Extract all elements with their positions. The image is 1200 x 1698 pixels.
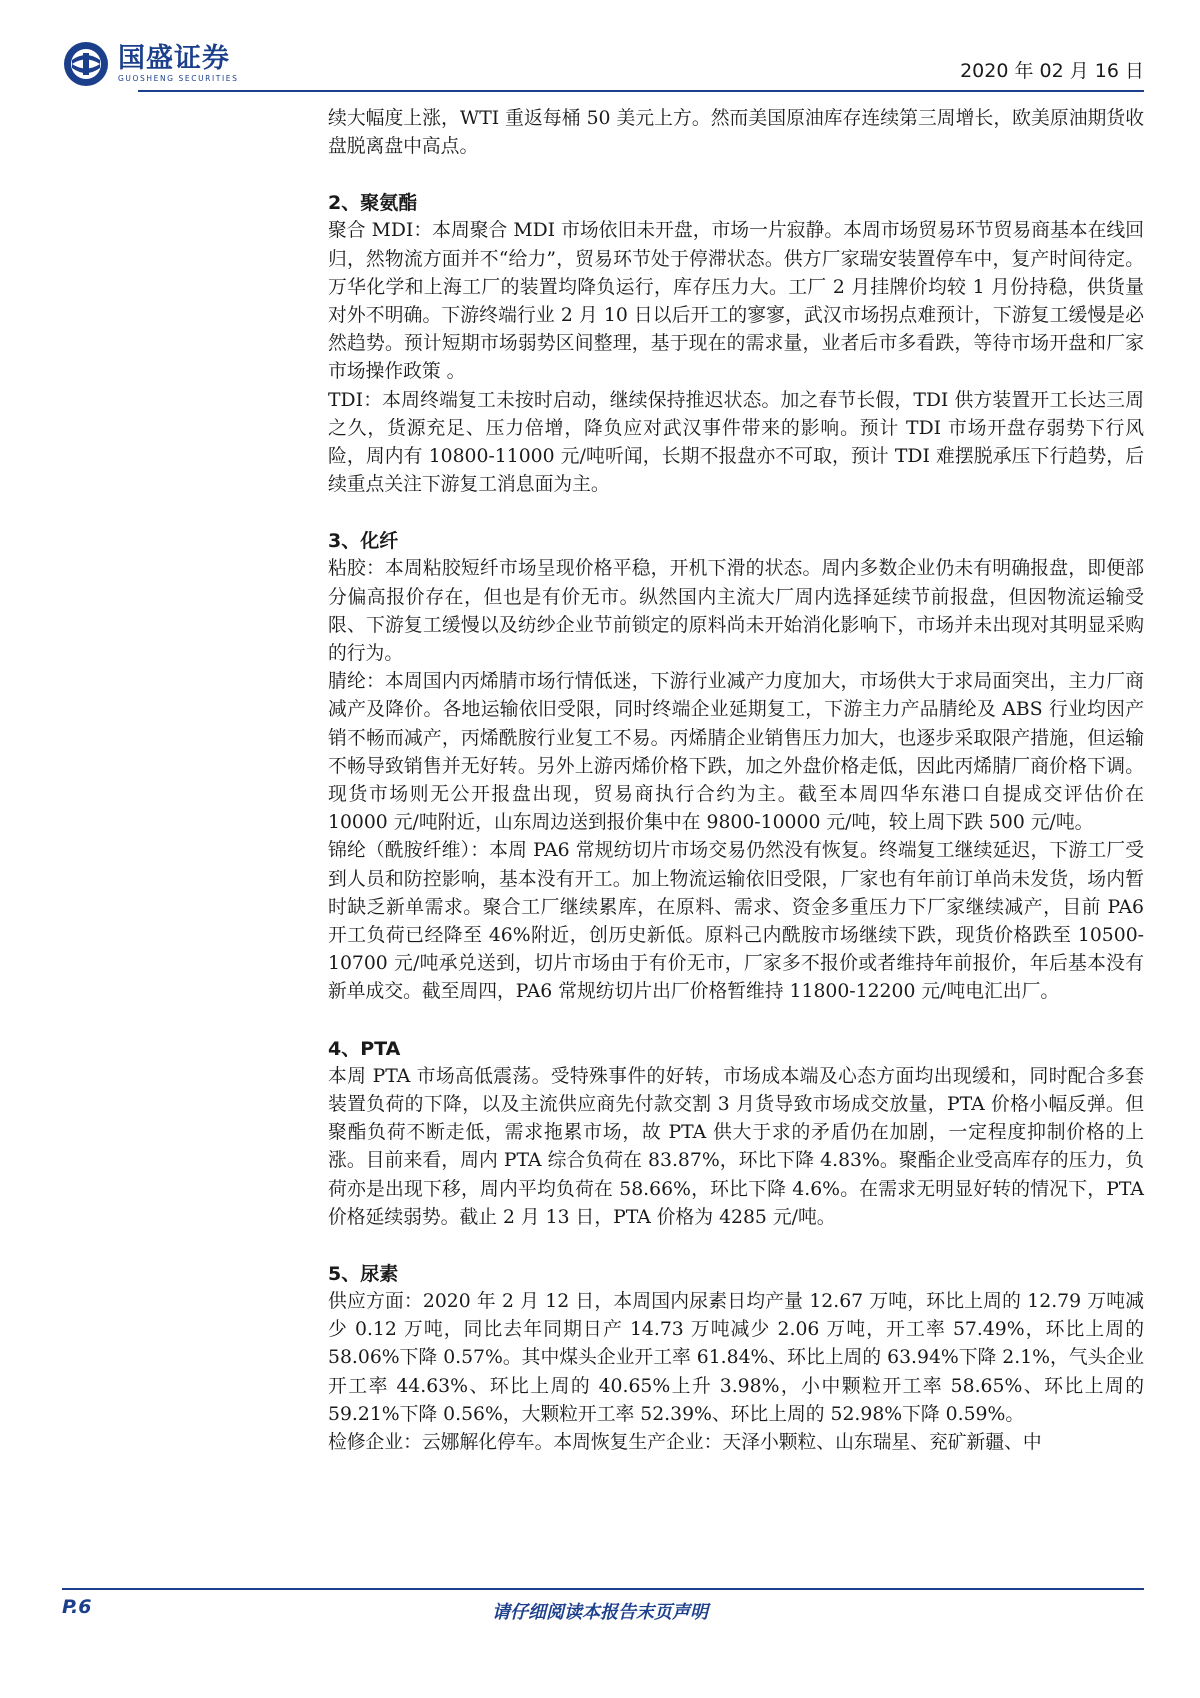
brand-logo xyxy=(62,36,239,92)
brand-name-cn: 国盛证券 xyxy=(118,43,230,74)
report-date: 2020 年 02 月 16 日 xyxy=(960,60,1144,82)
page-header xyxy=(62,36,1144,92)
guosheng-logo-icon xyxy=(62,40,110,88)
section-pta xyxy=(328,1035,1144,1232)
paragraph-urea-maintenance: 检修企业：云娜解化停车。本周恢复生产企业：天泽小颗粒、山东瑞星、兖矿新疆、中 xyxy=(328,1431,1042,1453)
paragraph-mdi: 聚合 MDI：本周聚合 MDI 市场依旧未开盘，市场一片寂静。本周市场贸易环节贸易商基本在线回归，然物流方面并不“给力”，贸易环节处于停滞状态。供方厂家瑞安装置停车中，复产时间待定。万华化学和上海工厂的装置均降负运行，库存压力大。工厂 2 月挂牌价均较 1 月份持稳，供货量对外不明确。下游终端行业 2 月 10 日以后开工的寥寥，武汉市场拐点难预计，下游复工缓慢是必然趋势。预计短期市场弱势区间整理，基于现在的需求量，业者后市多看跌，等待市场开盘和厂家市场操作政策 。 xyxy=(328,220,1144,383)
section-polyurethane xyxy=(328,189,1144,499)
section-urea xyxy=(328,1260,1144,1457)
section-title: 2、聚氨酯 xyxy=(328,192,418,215)
paragraph-urea-supply: 供应方面：2020 年 2 月 12 日，本周国内尿素日均产量 12.67 万吨，环比上周的 12.79 万吨减少 0.12 万吨，同比去年同期日产 14.73 万吨减少 2.06 万吨，开工率 57.49%，环比上周的 58.06%下降 0.57%。其中煤头企业开工率 61.84%、环比上周的 63.94%下降 2.1%，气头企业开工率 44.63%、环比上周的 40.65%上升 3.98%，小中颗粒开工率 58.65%、环比上周的 59.21%下降 0.56%，大颗粒开工率 52.39%、环比上周的 52.98%下降 0.59%。 xyxy=(328,1290,1144,1425)
brand-name-en: GUOSHENG SECURITIES xyxy=(118,74,239,83)
paragraph-tdi: TDI：本周终端复工未按时启动，继续保持推迟状态。加之春节长假，TDI 供方装置开工长达三周之久，货源充足、压力倍增，降负应对武汉事件带来的影响。预计 TDI 市场开盘存弱势下行风险，周内有 10800-11000 元/吨听闻，长期不报盘亦不可取，预计 TDI 难摆脱承压下行趋势，后续重点关注下游复工消息面为主。 xyxy=(328,389,1144,496)
report-body xyxy=(328,105,1144,1457)
paragraph-nylon: 锦纶（酰胺纤维）：本周 PA6 常规纺切片市场交易仍然没有恢复。终端复工继续延迟，下游工厂受到人员和防控影响，基本没有开工。加上物流运输依旧受限，厂家也有年前订单尚未发货，场内暂时缺乏新单需求。聚合工厂继续累库，在原料、需求、资金多重压力下厂家继续减产，目前 PA6 开工负荷已经降至 46%附近，创历史新低。原料己内酰胺市场继续下跌，现货价格跌至 10500-10700 元/吨承兑送到，切片市场由于有价无市，厂家多不报价或者维持年前报价，年后基本没有新单成交。截至周四，PA6 常规纺切片出厂价格暂维持 11800-12200 元/吨电汇出厂。 xyxy=(328,840,1144,1003)
intro-paragraph: 续大幅度上涨，WTI 重返每桶 50 美元上方。然而美国原油库存连续第三周增长，欧美原油期货收盘脱离盘中高点。 xyxy=(328,108,1144,158)
paragraph-pta: 本周 PTA 市场高低震荡。受特殊事件的好转，市场成本端及心态方面均出现缓和，同时配合多套装置负荷的下降，以及主流供应商先付款交割 3 月货导致市场成交放量，PTA 价格小幅反弹。但聚酯负荷不断走低，需求拖累市场，故 PTA 供大于求的矛盾仍在加剧，一定程度抑制价格的上涨。目前来看，周内 PTA 综合负荷在 83.87%，环比下降 4.83%。聚酯企业受高库存的压力，负荷亦是出现下移，周内平均负荷在 58.66%，环比下降 4.6%。在需求无明显好转的情况下，PTA 价格延续弱势。截止 2 月 13 日，PTA 价格为 4285 元/吨。 xyxy=(328,1065,1144,1228)
paragraph-acrylic: 腈纶：本周国内丙烯腈市场行情低迷，下游行业减产力度加大，市场供大于求局面突出，主力厂商减产及降价。各地运输依旧受限，同时终端企业延期复工，下游主力产品腈纶及 ABS 行业均因产销不畅而减产，丙烯酰胺行业复工不易。丙烯腈企业销售压力加大，也逐步采取限产措施，但运输不畅导致销售并无好转。另外上游丙烯价格下跌，加之外盘价格走低，因此丙烯腈厂商价格下调。现货市场则无公开报盘出现，贸易商执行合约为主。截至本周四华东港口自提成交评估价在 10000 元/吨附近，山东周边送到报价集中在 9800-10000 元/吨，较上周下跌 500 元/吨。 xyxy=(328,671,1144,834)
footer-divider xyxy=(62,1588,1144,1590)
section-title: 3、化纤 xyxy=(328,530,399,553)
section-title: 4、PTA xyxy=(328,1037,401,1060)
header-divider xyxy=(138,90,1144,92)
disclaimer-note: 请仔细阅读本报告末页声明 xyxy=(492,1602,708,1623)
paragraph-viscose: 粘胶：本周粘胶短纤市场呈现价格平稳，开机下滑的状态。周内多数企业仍未有明确报盘，即便部分偏高报价存在，但也是有价无市。纵然国内主流大厂周内选择延续节前报盘，但因物流运输受限、下游复工缓慢以及纺纱企业节前锁定的原料尚未开始消化影响下，市场并未出现对其明显采购的行为。 xyxy=(328,558,1144,665)
page-number: P.6 xyxy=(62,1596,92,1618)
section-chemical-fiber xyxy=(328,527,1144,1006)
section-title: 5、尿素 xyxy=(328,1262,399,1285)
